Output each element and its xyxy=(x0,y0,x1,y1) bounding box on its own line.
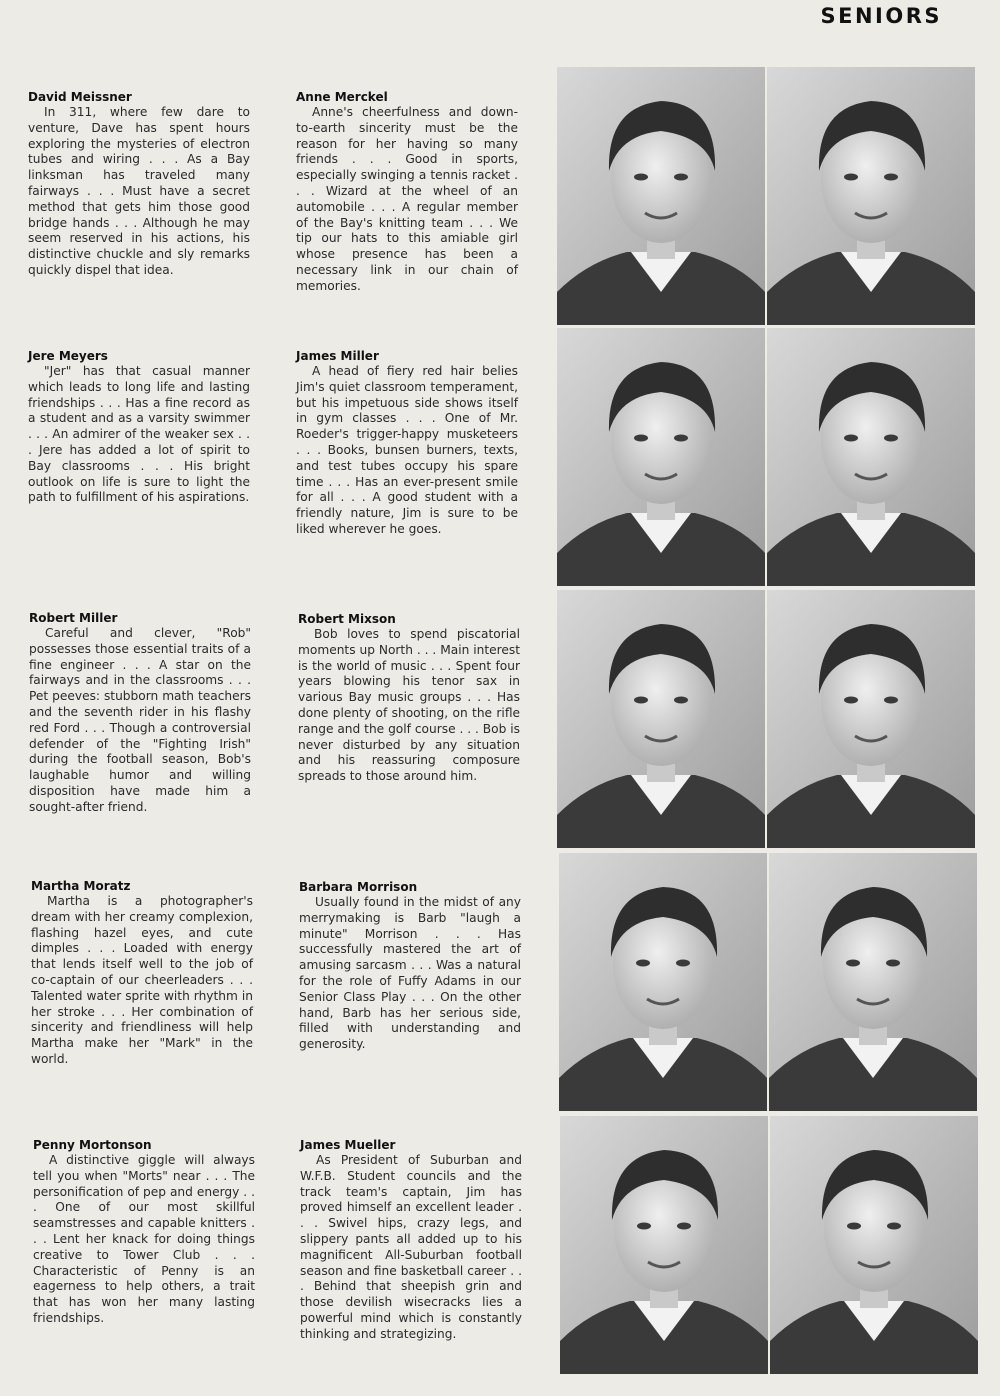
senior-name: Robert Miller xyxy=(29,611,118,625)
senior-name: James Miller xyxy=(296,349,379,363)
senior-bio-meyers xyxy=(28,349,250,506)
senior-description: As President of Suburban and W.F.B. Student councils and the track team's captain, Jim has proved himself an excellent leader . . . Swivel hips, crazy legs, and slippery pants all added up to his magnificent All-Suburban football season and fine basketball career . . . Behind that sheepish grin and those devilish wisecracks lies a powerful mind which is constantly thinking and strategizing. xyxy=(300,1153,522,1341)
senior-bio-merckel xyxy=(296,90,518,295)
senior-bio-morrison xyxy=(299,880,521,1053)
senior-name: David Meissner xyxy=(28,90,132,104)
senior-description: Usually found in the midst of any merrymaking is Barb "laugh a minute" Morrison . . . Has successfully mastered the art of amusing sarcasm . . . Was a natural for the role of Fuffy Adams in our Senior Class Play . . . On the other hand, Barb has her serious side, filled with understanding and generosity. xyxy=(299,895,521,1052)
portrait-photo xyxy=(560,1116,768,1374)
senior-description: Careful and clever, "Rob" possesses those essential traits of a fine engineer . . . A star on the fairways and in the classrooms . . . Pet peeves: stubborn math teachers and the seventh rider in his flashy red Ford . . . Though a controversial defender of the "Fighting Irish" during the football season, Bob's laughable humor and willing disposition have made him a sought-after friend. xyxy=(29,626,251,814)
senior-bio-meissner xyxy=(28,90,250,279)
senior-name: Jere Meyers xyxy=(28,349,108,363)
senior-bio-mortonson xyxy=(33,1138,255,1327)
portrait-photo xyxy=(557,590,765,848)
senior-description: In 311, where few dare to venture, Dave has spent hours exploring the mysteries of electron tubes and wiring . . . As a Bay linksman has traveled many fairways . . . Must have a secret method that gets him those good bridge hands . . . Although he may seem reserved in his actions, his distinctive chuckle and sly remarks quickly dispel that idea. xyxy=(28,105,250,277)
senior-description: Anne's cheerfulness and down-to-earth sincerity must be the reason for her having so many friends . . . Good in sports, especially swinging a tennis racket . . . Wizard at the wheel of an automobile . . . A regular member of the Bay's knitting team . . . We tip our hats to this amiable girl whose presence has been a necessary link in our chain of memories. xyxy=(296,105,518,293)
senior-bio-james-miller xyxy=(296,349,518,538)
senior-name: Martha Moratz xyxy=(31,879,131,893)
page-title: SENIORS xyxy=(820,4,942,28)
senior-description: A distinctive giggle will always tell you when "Morts" near . . . The personification of pep and energy . . . One of our most skillful seamstresses and capable knitters . . . Lent her knack for doing things creative to Tower Club . . . Characteristic of Penny is an eagerness to help others, a trait that has won her many lasting friendships. xyxy=(33,1153,255,1325)
portrait-photo xyxy=(770,1116,978,1374)
portrait-photo xyxy=(767,590,975,848)
portrait-photo xyxy=(557,67,765,325)
senior-name: James Mueller xyxy=(300,1138,396,1152)
senior-bio-mueller xyxy=(300,1138,522,1343)
senior-description: "Jer" has that casual manner which leads to long life and lasting friendships . . . Has a fine record as a student and as a varsity swimmer . . . An admirer of the weaker sex . . . Jere has added a lot of spirit to Bay classrooms . . . His bright outlook on life is sure to light the path to fulfillment of his aspirations. xyxy=(28,364,250,505)
senior-bio-moratz xyxy=(31,879,253,1068)
senior-bio-mixson xyxy=(298,612,520,785)
senior-name: Robert Mixson xyxy=(298,612,396,626)
senior-name: Barbara Morrison xyxy=(299,880,418,894)
portrait-photo xyxy=(559,853,767,1111)
senior-bio-robert-miller xyxy=(29,611,251,816)
portrait-photo xyxy=(557,328,765,586)
senior-name: Anne Merckel xyxy=(296,90,388,104)
portrait-photo xyxy=(769,853,977,1111)
portrait-photo xyxy=(767,328,975,586)
senior-description: A head of fiery red hair belies Jim's quiet classroom temperament, but his impetuous side shows itself in gym classes . . . One of Mr. Roeder's trigger-happy musketeers . . . Books, bunsen burners, texts, and test tubes occupy his spare time . . . Has an ever-present smile for all . . . A good student with a friendly nature, Jim is sure to be liked wherever he goes. xyxy=(296,364,518,536)
senior-description: Martha is a photographer's dream with her creamy complexion, flashing hazel eyes, and cute dimples . . . Loaded with energy that lends itself well to the job of co-captain of our cheerleaders . . . Talented water sprite with rhythm in her stroke . . . Her combination of sincerity and friendliness will help Martha make her "Mark" in the world. xyxy=(31,894,253,1066)
senior-description: Bob loves to spend piscatorial moments up North . . . Main interest is the world of music . . . Spent four years blowing his tenor sax in various Bay music groups . . . Has done plenty of shooting, on the rifle range and the golf course . . . Bob is never disturbed by any situation and his reassuring composure spreads to those around him. xyxy=(298,627,520,784)
portrait-photo xyxy=(767,67,975,325)
senior-name: Penny Mortonson xyxy=(33,1138,152,1152)
